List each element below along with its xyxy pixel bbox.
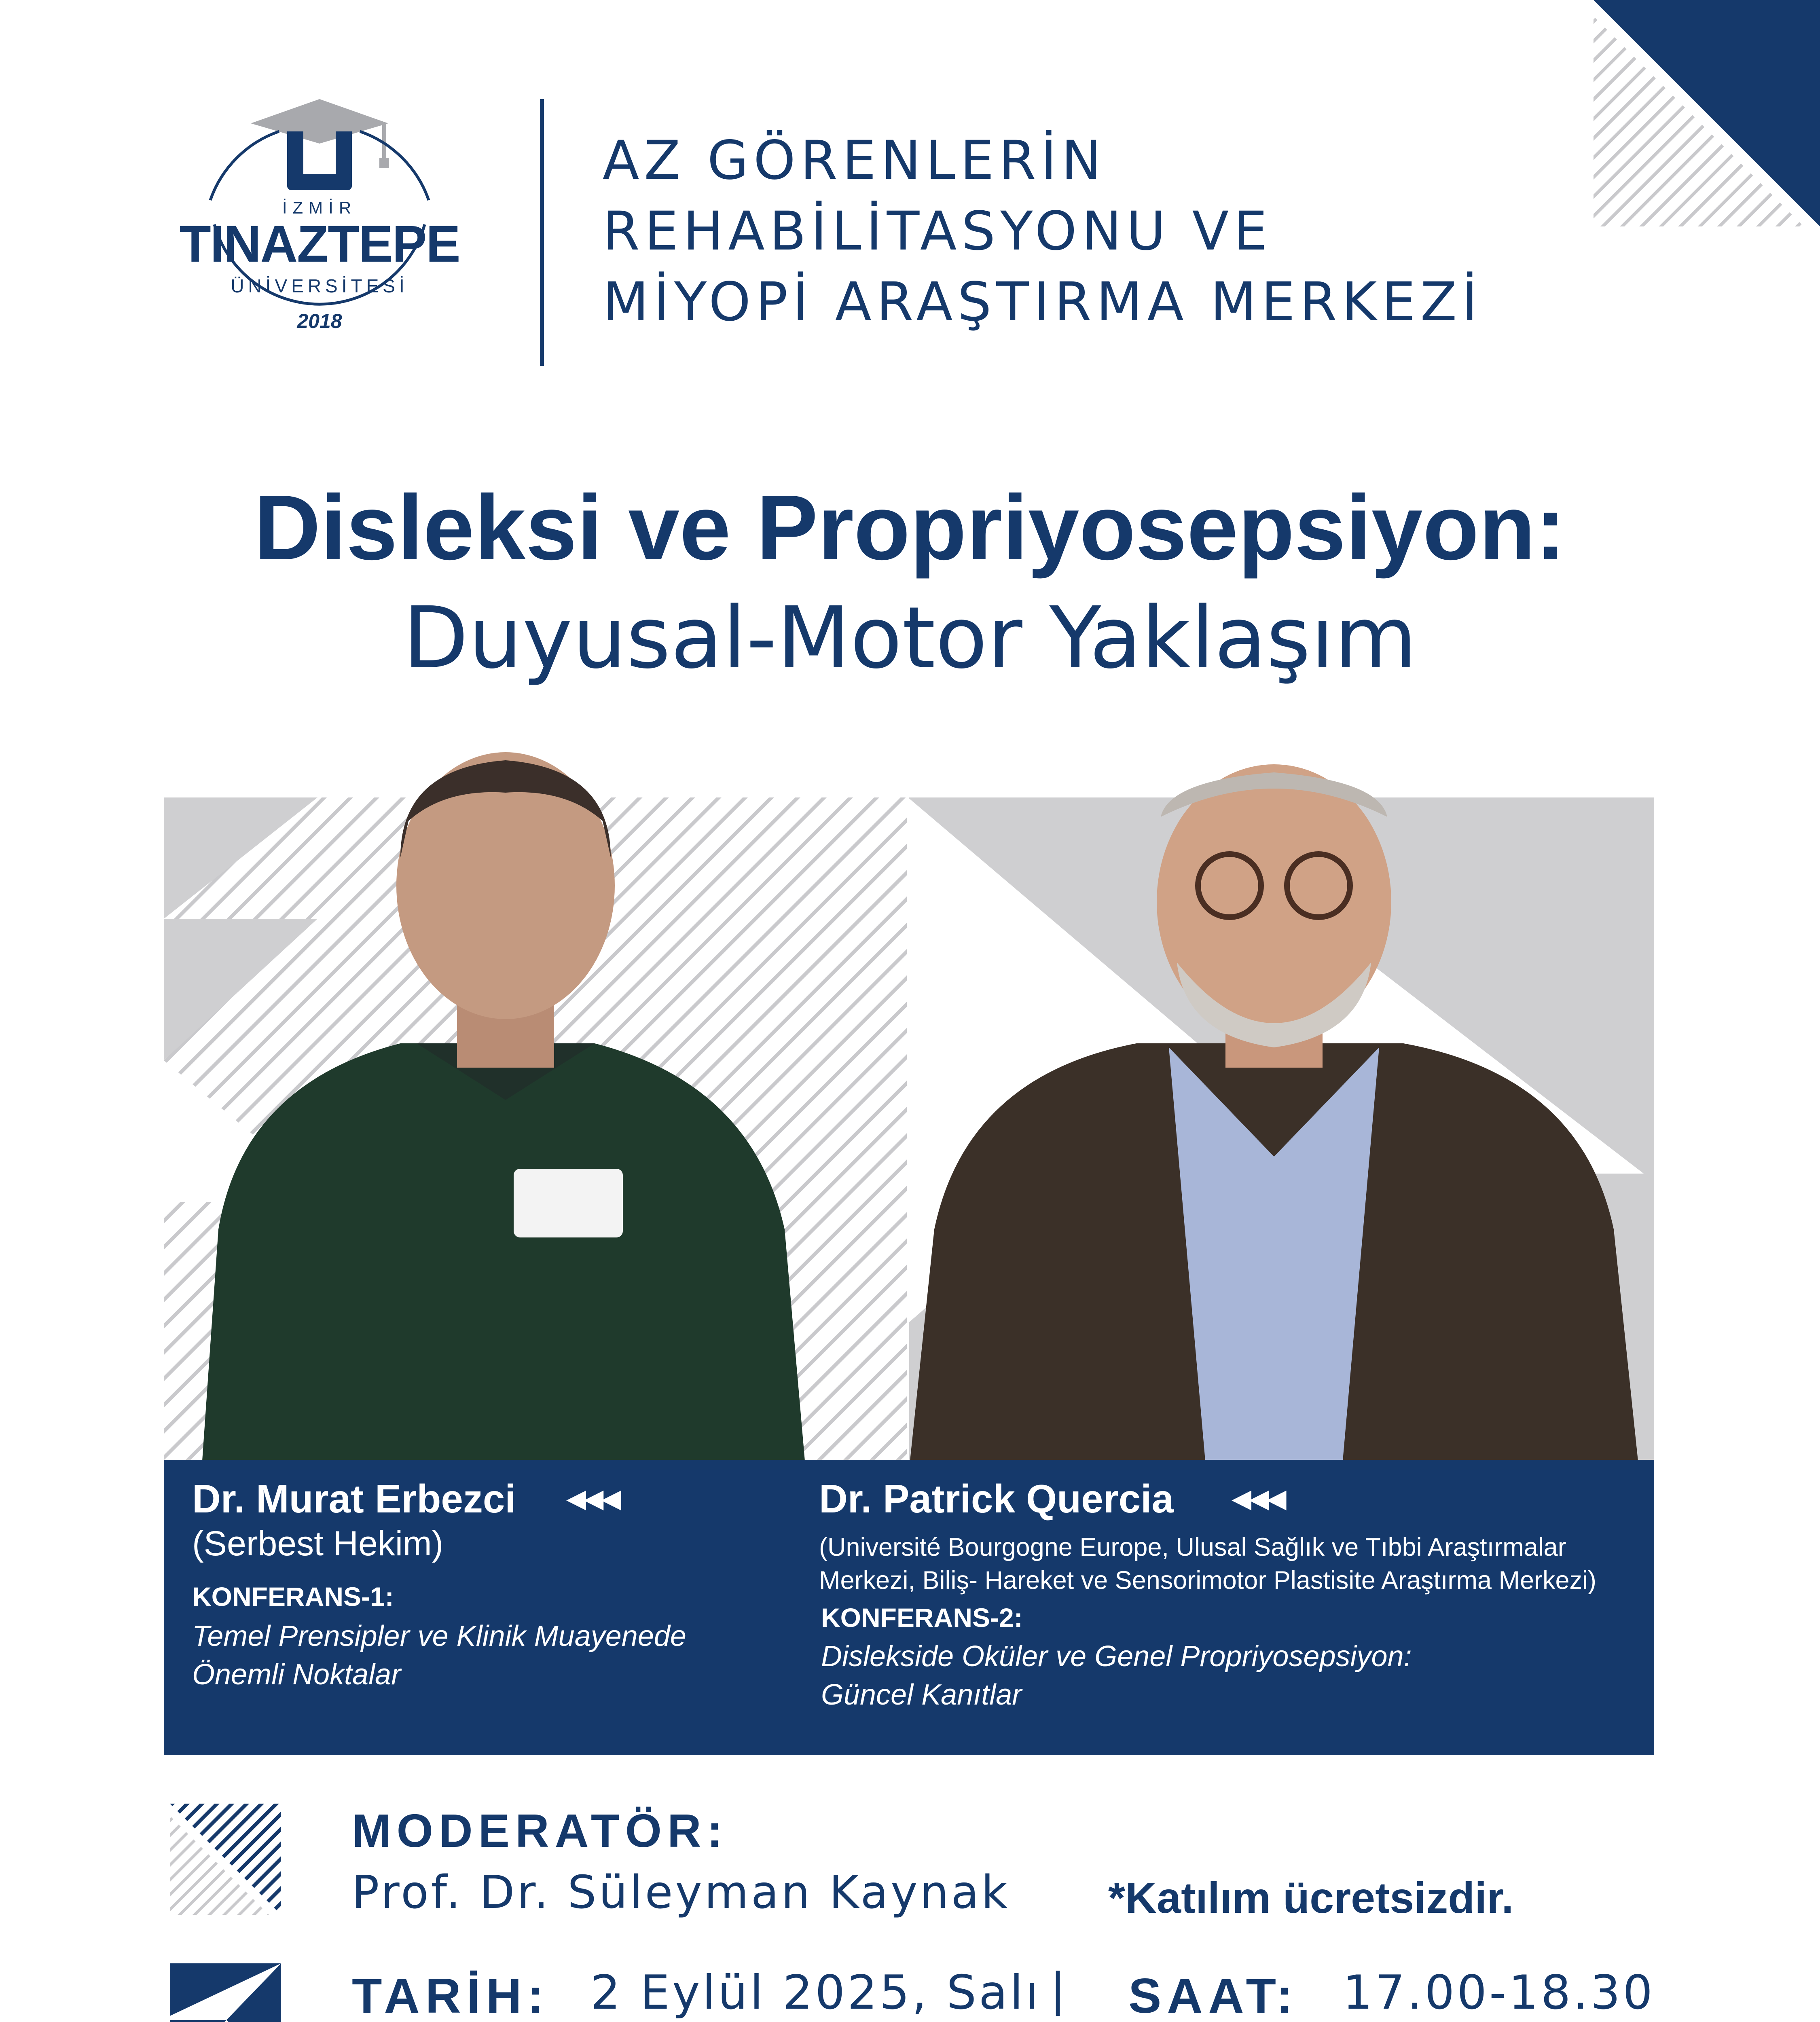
center-name-line-2: REHABİLİTASYONU VE (603, 200, 1272, 262)
event-subtitle: Duyusal-Motor Yaklaşım (403, 588, 1417, 687)
moderator-decor-icon (170, 1804, 281, 1915)
time-value: 17.00-18.30 (1343, 1965, 1655, 2020)
conference-1-label: KONFERANS-1: (192, 1582, 394, 1612)
free-admission-note: *Katılım ücretsizdir. (1108, 1873, 1514, 1922)
conference-1-title-line-2: Önemli Noktalar (192, 1658, 401, 1691)
event-title: Disleksi ve Propriyosepsiyon: (254, 476, 1566, 579)
conference-1-title-line-1: Temel Prensipler ve Klinik Muayenede (192, 1620, 686, 1652)
speaker-2-arrows-icon: ◀◀◀ (1232, 1484, 1284, 1513)
moderator-name: Prof. Dr. Süleyman Kaynak (352, 1866, 1010, 1919)
speaker-1-photo (190, 752, 821, 1461)
speaker-2-affiliation-line-1: (Université Bourgogne Europe, Ulusal Sağlık ve Tıbbi Araştırmalar (819, 1533, 1566, 1561)
logo-city: İZMİR (282, 198, 357, 217)
date-value: 2 Eylül 2025, Salı (590, 1965, 1041, 2020)
speaker-1-affiliation: (Serbest Hekim) (192, 1524, 444, 1563)
logo-year: 2018 (297, 310, 342, 332)
date-label: TARİH: (352, 1968, 550, 2022)
speaker-2-affiliation-line-2: Merkezi, Biliş- Hareket ve Sensorimotor Plastisite Araştırma Merkezi) (819, 1566, 1596, 1595)
logo-subtitle: ÜNİVERSİTESİ (231, 275, 408, 296)
corner-decoration-top-right (1594, 0, 1820, 226)
speaker-1-arrows-icon: ◀◀◀ (566, 1484, 619, 1513)
date-time-separator: | (1052, 1962, 1064, 2016)
speaker-1-name: Dr. Murat Erbezci (192, 1476, 516, 1521)
time-label: SAAT: (1128, 1968, 1299, 2022)
conference-2-label: KONFERANS-2: (821, 1603, 1023, 1633)
header-divider (540, 99, 544, 366)
speaker-2-photo (910, 752, 1638, 1461)
speaker-2-name: Dr. Patrick Quercia (819, 1476, 1174, 1521)
moderator-label: MODERATÖR: (352, 1804, 728, 1857)
conference-2-title-line-1: Dislekside Oküler ve Genel Propriyosepsiyon: (821, 1640, 1412, 1673)
center-name-line-3: MİYOPİ ARAŞTIRMA MERKEZİ (603, 271, 1483, 333)
center-name-line-1: AZ GÖRENLERİN (603, 129, 1107, 192)
date-decor-icon (170, 1963, 281, 2022)
logo-name: TINAZTEPE (179, 215, 460, 273)
conference-2-title-line-2: Güncel Kanıtlar (821, 1679, 1022, 1711)
